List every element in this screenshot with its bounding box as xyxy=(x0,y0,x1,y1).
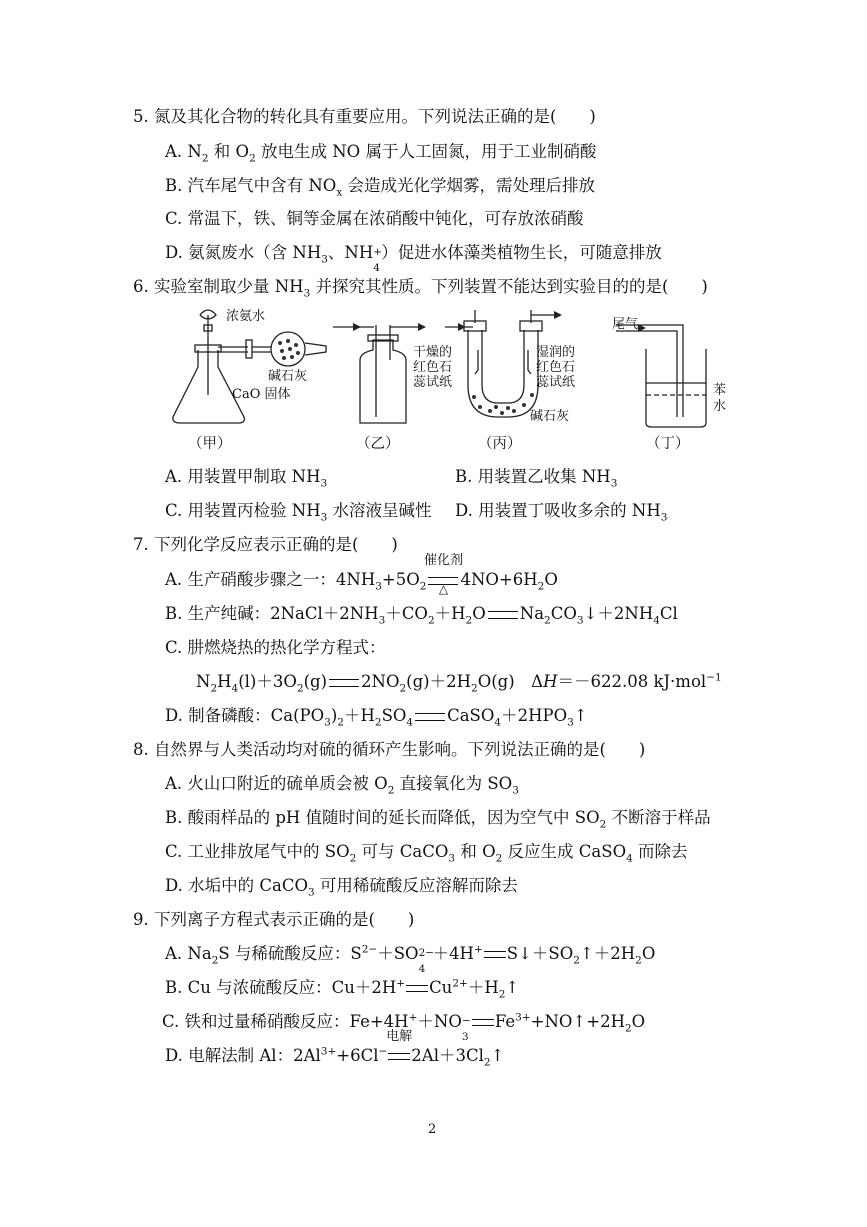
label-wet-paper: 湿润的 红色石 蕊试纸 xyxy=(536,345,576,390)
q9-option-d: D. 电解法制 Al：$2Al^{3+}+6Cl^-$ 电解 $2Al+3Cl_2↑$ xyxy=(165,1029,505,1069)
catalyst-arrow: 催化剂 △ xyxy=(423,553,463,596)
q6-option-a: A. 用装置甲制取 $NH_3$ xyxy=(165,467,328,490)
q7-option-b: B. 生产纯碱：$2NaCl+2NH_3+CO_2+H_2O$ $Na_2CO_3↓+2NH_4Cl$ xyxy=(165,604,678,627)
q8-option-c: C. 工业排放尾气中的 $SO_2$ 可与 CaCO$_3$ 和 $O_2$ 反应生成 CaSO$_4$ 而除去 xyxy=(165,842,688,865)
q8-option-d: D. 水垢中的 CaCO$_3$ 可用稀硫酸反应溶解而除去 xyxy=(165,876,518,899)
q6-option-d: D. 用装置丁吸收多余的 $NH_3$ xyxy=(455,501,668,524)
q5-option-c: C. 常温下，铁、铜等金属在浓硝酸中钝化，可存放浓硝酸 xyxy=(165,209,584,228)
q6-option-b: B. 用装置乙收集 $NH_3$ xyxy=(455,467,618,490)
q6-option-c: C. 用装置丙检验 $NH_3$ 水溶液呈碱性 xyxy=(165,501,432,524)
caption-bing: （丙） xyxy=(478,436,522,452)
q9-option-c: C. 铁和过量稀硝酸反应：Fe+4H+＋NO − 3 $Fe^{3+}+NO↑+2H_2O$ xyxy=(162,1011,646,1043)
q8-option-b: B. 酸雨样品的 pH 值随时间的延长而降低，因为空气中 $SO_2$ 不断溶于样品 xyxy=(165,808,711,831)
q7-option-c: C. 肼燃烧热的热化学方程式： xyxy=(165,638,386,657)
label-dry-paper: 干燥的 红色石 蕊试纸 xyxy=(413,345,453,390)
page-number: 2 xyxy=(428,1122,437,1137)
caption-jia: （甲） xyxy=(188,436,232,452)
q5-option-d: D. 氨氮废水（含 $NH_3$、NH + 4 ）促进水体藻类植物生长，可随意排放 xyxy=(165,243,662,274)
q7-stem: 7. 下列化学反应表示正确的是( ) xyxy=(133,535,398,554)
caption-yi: （乙） xyxy=(356,436,400,452)
label-soda-lime-2: 碱石灰 xyxy=(530,409,570,424)
label-water: 水 xyxy=(713,399,727,414)
q7-option-c-equation: $N_2H_4(l)+3O_2(g)$ $2NO_2(g)+2H_2O(g)$ ΔH＝－622.08 kJ·mol$^{-1}$ xyxy=(196,671,722,695)
q8-option-a: A. 火山口附近的硫单质会被 $O_2$ 直接氧化为 $SO_3$ xyxy=(165,774,519,797)
q5-option-a: A. $N_2$ 和 $O_2$ 放电生成 NO 属于人工固氮，用于工业制硝酸 xyxy=(165,142,597,165)
label-cao: CaO 固体 xyxy=(232,387,291,402)
q8-stem: 8. 自然界与人类活动均对硫的循环产生影响。下列说法正确的是( ) xyxy=(133,740,646,759)
q6-stem: 6. 实验室制取少量 $NH_3$ 并探究其性质。下列装置不能达到实验目的的是( ) xyxy=(133,277,708,300)
q5-option-b: B. 汽车尾气中含有 $NO_x$ 会造成光化学烟雾，需处理后排放 xyxy=(165,176,595,199)
caption-ding: （丁） xyxy=(646,436,690,452)
q5-stem: 5. 氮及其化合物的转化具有重要应用。下列说法正确的是( ) xyxy=(133,107,596,126)
label-benzene: 苯 xyxy=(713,383,727,398)
q7-option-a: A. 生产硝酸步骤之一：$4NH_3+5O_2$ 催化剂 △ $4NO+6H_2O$ xyxy=(165,553,558,596)
label-tail-gas: 尾气 xyxy=(612,317,639,332)
apparatus-figure xyxy=(168,305,728,455)
q9-option-a: A. $Na_2S$ 与稀硫酸反应：$S^{2-}+SO$ 2− 4 ＋4H+ $S↓+SO_2↑+2H_2O$ xyxy=(165,943,656,975)
label-soda-lime-1: 碱石灰 xyxy=(268,369,308,384)
q9-option-b: B. Cu 与浓硫酸反应：Cu＋2H+ $Cu^{2+}+H_2↑$ xyxy=(165,977,520,1001)
q9-stem: 9. 下列离子方程式表示正确的是( ) xyxy=(133,910,415,929)
label-ammonia: 浓氨水 xyxy=(226,309,266,324)
electrolysis-arrow: 电解 xyxy=(387,1045,411,1067)
q7-option-d: D. 制备磷酸：$Ca(PO_3)_2+H_2SO_4$ $CaSO_4+2HPO_3↑$ xyxy=(165,706,588,729)
